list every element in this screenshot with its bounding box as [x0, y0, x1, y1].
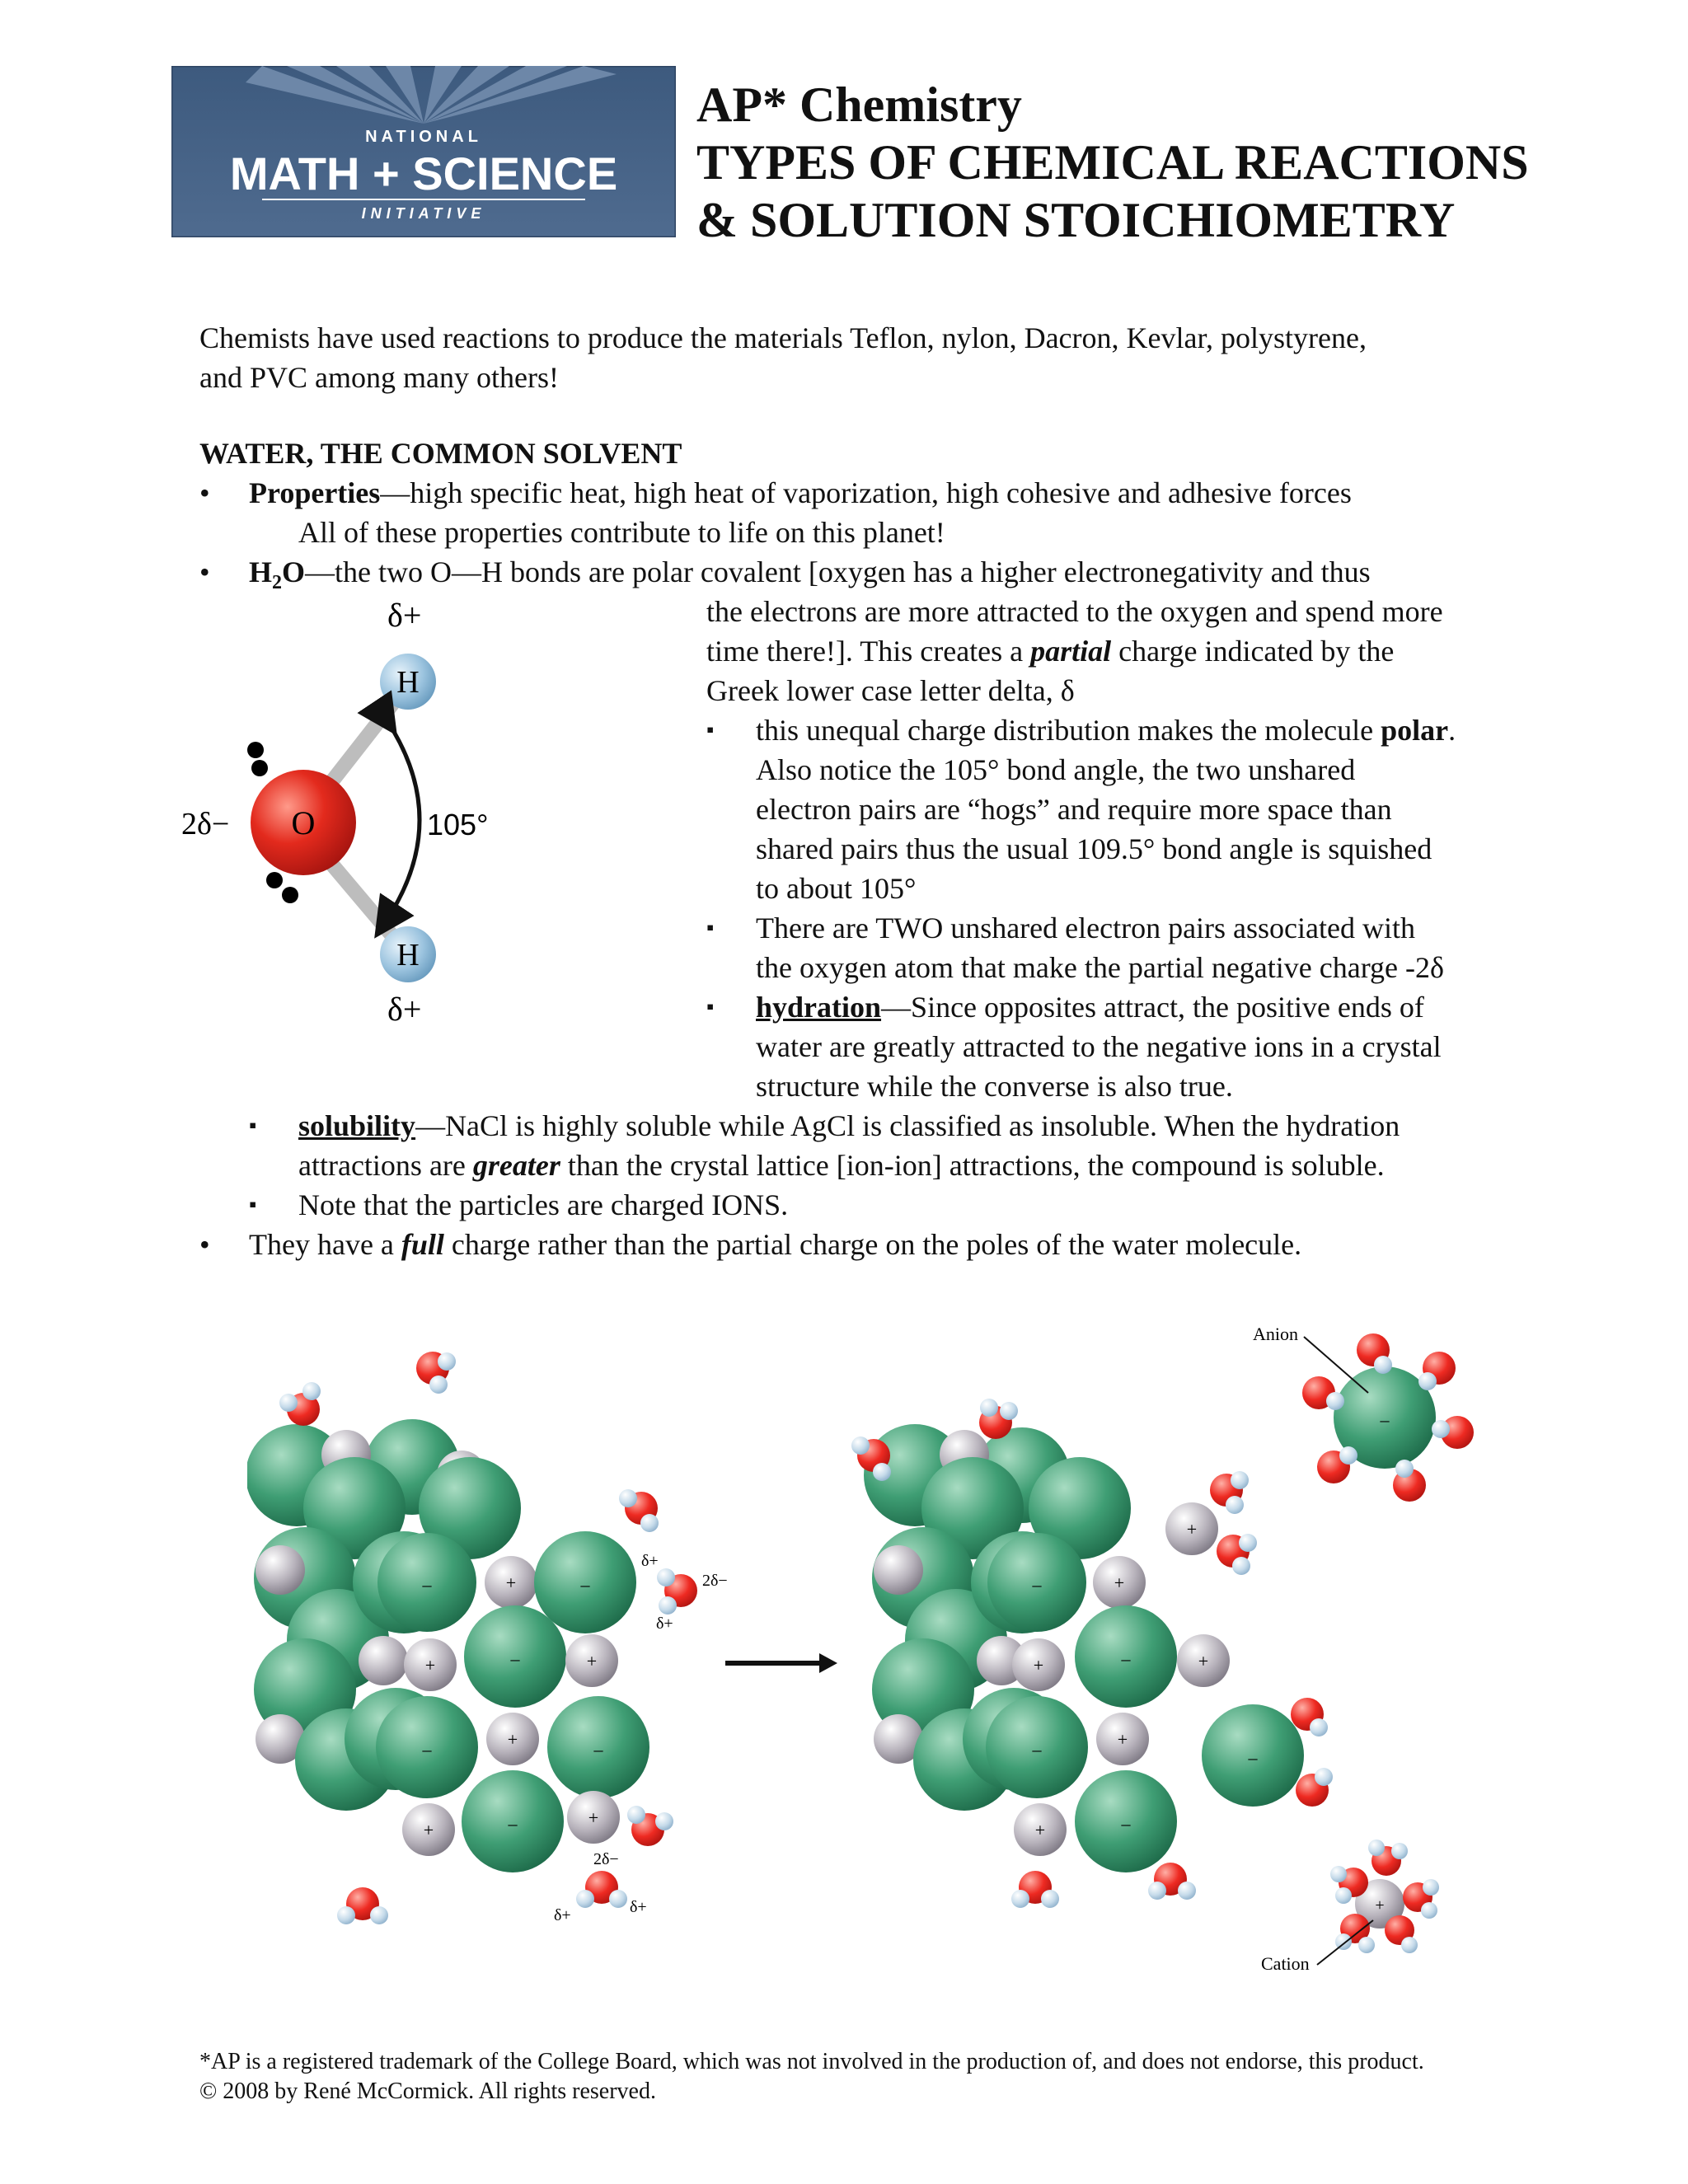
delta-plus-label: δ+ [641, 1552, 659, 1570]
lone-pair-dot [247, 742, 264, 758]
two-delta-minus: 2δ− [181, 807, 230, 841]
square-bullet-icon: ▪ [706, 718, 715, 742]
hydration-label: hydration [756, 991, 882, 1024]
minus-sign: – [422, 1739, 432, 1760]
h2o-text-3a: time there!]. This creates a [706, 635, 1031, 668]
sub4-emphasis: greater [472, 1149, 560, 1182]
plus-sign: + [1117, 1729, 1128, 1750]
sub3-line-1: —Since opposites attract, the positive ends of [881, 991, 1424, 1024]
sub1-line-4: shared pairs thus the usual 109.5° bond angle is squished [756, 832, 1432, 865]
logo-line1: NATIONAL [365, 128, 482, 146]
sub4-line-2 [298, 1146, 1385, 1185]
sub2-line-2: the oxygen atom that make the partial negative charge -2δ [756, 951, 1444, 984]
angle-label: 105° [427, 808, 489, 841]
minus-sign: – [508, 1813, 518, 1834]
square-bullet-icon: ▪ [249, 1193, 257, 1216]
minus-sign: – [422, 1574, 432, 1595]
sub3-line-2: water are greatly attracted to the negative ions in a crystal [756, 1030, 1442, 1063]
minus-sign: – [1032, 1739, 1042, 1760]
title-line-1: AP* Chemistry [696, 77, 1022, 132]
intro-line-2: and PVC among many others! [199, 361, 559, 394]
plus-sign: + [1198, 1651, 1209, 1671]
minus-sign: – [1121, 1813, 1131, 1834]
sub4-line-2a: attractions are [298, 1149, 473, 1182]
solubility-label: solubility [298, 1109, 416, 1142]
plus-sign: + [1375, 1896, 1385, 1915]
delta-plus-label: δ+ [630, 1898, 647, 1916]
plus-sign: + [1186, 1519, 1198, 1540]
lone-pair-dot [251, 760, 268, 776]
logo-line2: MATH + SCIENCE [229, 148, 618, 199]
two-delta-minus-label: 2δ− [593, 1850, 619, 1868]
sub1-line-2: Also notice the 105° bond angle, the two unshared [756, 753, 1356, 786]
plus-sign: + [588, 1807, 599, 1828]
plus-sign: + [586, 1651, 598, 1671]
minus-sign: – [510, 1648, 520, 1669]
minus-sign: – [580, 1574, 590, 1595]
properties-text: —high specific heat, high heat of vaporization, high cohesive and adhesive forces [380, 476, 1352, 509]
bullet-dot-icon: • [199, 476, 210, 509]
minus-sign: – [593, 1739, 603, 1760]
h2o-label-sub: 2 [272, 572, 283, 594]
plus-sign: + [423, 1820, 434, 1840]
bond-angle-arrow [386, 719, 420, 921]
plus-sign: + [507, 1729, 518, 1750]
sub5-text: Note that the particles are charged IONS. [298, 1188, 789, 1221]
bullet3-a: They have a [249, 1228, 401, 1261]
footer-copyright: © 2008 by René McCormick. All rights reserved. [199, 2079, 656, 2104]
title-line-3: & SOLUTION STOICHIOMETRY [696, 193, 1456, 247]
sub3-line-3: structure while the converse is also true. [756, 1070, 1233, 1103]
plus-sign: + [424, 1655, 436, 1675]
bullet3-emphasis: full [401, 1228, 444, 1261]
delta-plus-label: δ+ [656, 1615, 673, 1633]
bullet-dot-icon: • [199, 555, 210, 588]
cation-label: Cation [1261, 1953, 1310, 1974]
logo-graphic [171, 66, 676, 237]
crystal-lattice-left [247, 1419, 649, 1872]
square-bullet-icon: ▪ [249, 1113, 257, 1137]
minus-sign: – [1032, 1574, 1042, 1595]
logo-line3: INITIATIVE [361, 205, 486, 222]
dissolution-diagram [247, 1310, 1500, 1986]
logo [171, 66, 676, 237]
h2o-label-o: O [282, 555, 306, 588]
minus-sign: – [1121, 1648, 1131, 1669]
title-line-2: TYPES OF CHEMICAL REACTIONS [696, 135, 1529, 190]
bullet3-b: charge rather than the partial charge on the poles of the water molecule. [443, 1228, 1302, 1261]
sub1-text-a: this unequal charge distribution makes the molecule [756, 714, 1381, 747]
intro-paragraph [199, 318, 1367, 397]
atom-h-top: H [396, 665, 420, 700]
sub1-line-5: to about 105° [756, 872, 917, 905]
plus-sign: + [1114, 1572, 1125, 1593]
atom-h-bottom: H [396, 938, 420, 972]
sub1-bold: polar [1381, 714, 1449, 747]
atom-o: O [291, 804, 316, 841]
sub1-line-3: electron pairs are “hogs” and require more space than [756, 793, 1392, 826]
h2o-text-2: the electrons are more attracted to the oxygen and spend more [706, 595, 1443, 628]
plus-sign: + [1034, 1820, 1046, 1840]
h2o-text-3 [706, 631, 1394, 671]
h2o-text-3b: charge indicated by the [1111, 635, 1395, 668]
page-title [696, 76, 1529, 249]
h2o-text-4: Greek lower case letter delta, δ [706, 674, 1075, 707]
sub4-line-2b: than the crystal lattice [ion-ion] attractions, the compound is soluble. [560, 1149, 1385, 1182]
plus-sign: + [505, 1572, 517, 1593]
delta-plus-bottom: δ+ [387, 991, 422, 1028]
reaction-arrow [725, 1653, 837, 1673]
properties-label: Properties [249, 476, 381, 509]
square-bullet-icon: ▪ [706, 916, 715, 940]
minus-sign: – [1380, 1409, 1390, 1430]
delta-plus-top: δ+ [387, 597, 422, 634]
minus-sign: – [1248, 1747, 1258, 1768]
section-heading: WATER, THE COMMON SOLVENT [199, 437, 682, 470]
square-bullet-icon: ▪ [706, 995, 715, 1019]
anion-label: Anion [1253, 1324, 1298, 1344]
sub4-line-1: —NaCl is highly soluble while AgCl is classified as insoluble. When the hydration [415, 1109, 1400, 1142]
intro-line-1: Chemists have used reactions to produce the materials Teflon, nylon, Dacron, Kevlar, polystyrene, [199, 321, 1367, 354]
lone-pair-dot [266, 872, 283, 888]
plus-sign: + [1033, 1655, 1044, 1675]
h2o-label-h: H [249, 555, 273, 588]
lone-pair-dot [282, 887, 298, 903]
sub2-line-1: There are TWO unshared electron pairs associated with [756, 912, 1415, 944]
water-molecule-diagram [165, 593, 544, 1038]
footer-trademark: *AP is a registered trademark of the College Board, which was not involved in the production of, and does not endorse, this product. [199, 2049, 1424, 2074]
footer [199, 2047, 1424, 2107]
bullet-dot-icon: • [199, 1228, 210, 1261]
hydrated-cation [1330, 1840, 1439, 1953]
properties-line-2: All of these properties contribute to life on this planet! [298, 516, 945, 549]
sub1-text-b: . [1448, 714, 1456, 747]
h2o-text-3-emphasis: partial [1030, 635, 1112, 668]
h2o-text-1: —the two O—H bonds are polar covalent [oxygen has a higher electronegativity and thus [305, 555, 1371, 588]
two-delta-minus-label: 2δ− [702, 1572, 728, 1590]
delta-plus-label: δ+ [554, 1906, 571, 1924]
